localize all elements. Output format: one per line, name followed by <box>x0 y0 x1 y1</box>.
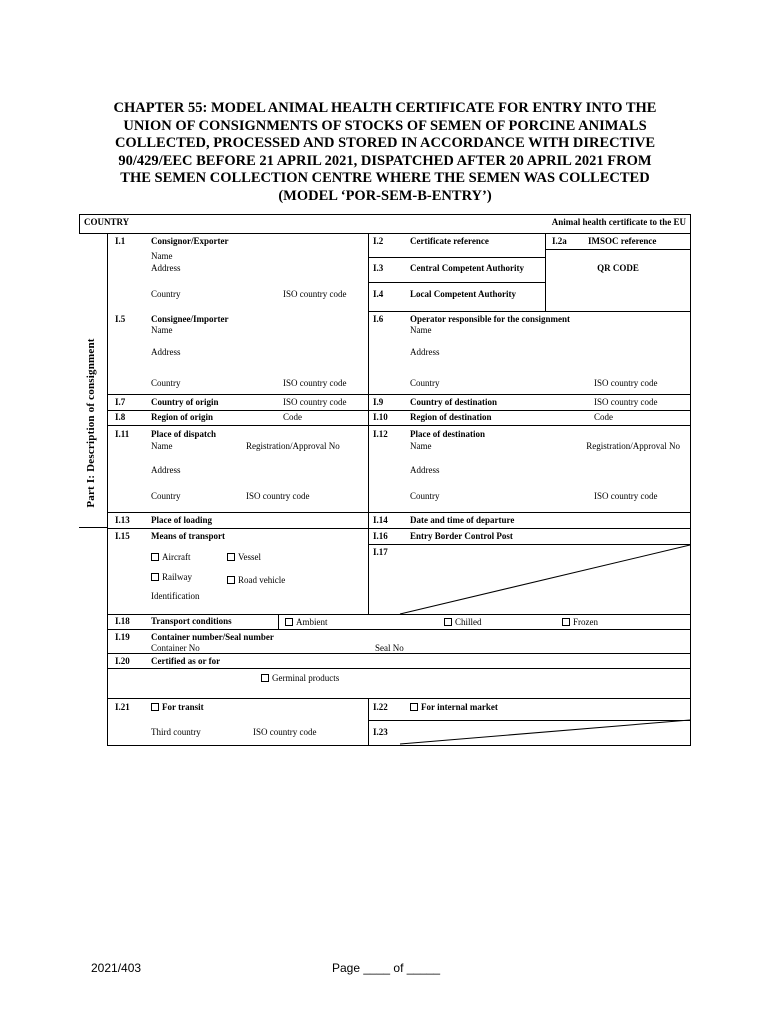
imsoc-reference-field[interactable]: IMSOC reference <box>588 236 657 246</box>
iso-code-label: ISO country code <box>283 289 347 299</box>
checkbox-icon <box>285 618 293 626</box>
field-number: I.21 <box>115 702 130 712</box>
registration-label: Registration/Approval No <box>246 441 340 451</box>
field-number: I.13 <box>115 515 130 525</box>
iso-code-label: ISO country code <box>594 491 658 501</box>
title-line: THE SEMEN COLLECTION CENTRE WHERE THE SEMEN WAS COLLECTED <box>120 170 650 186</box>
document-title <box>60 100 710 205</box>
checkbox-icon <box>151 703 159 711</box>
checkbox-icon <box>227 553 235 561</box>
field-label: Place of dispatch <box>151 429 216 439</box>
field-number: I.18 <box>115 616 130 626</box>
qr-code-placeholder: QR CODE <box>597 263 639 273</box>
field-number: I.23 <box>373 727 388 737</box>
transport-conditions-label: Transport conditions <box>151 616 232 626</box>
field-number: I.2 <box>373 236 384 246</box>
regulation-reference: 2021/403 <box>91 961 142 975</box>
frozen-checkbox[interactable]: Frozen <box>562 617 598 628</box>
vessel-checkbox[interactable]: Vessel <box>227 552 261 563</box>
central-authority-field[interactable]: Central Competent Authority <box>410 263 524 273</box>
field-number: I.5 <box>115 314 126 324</box>
field-number: I.10 <box>373 412 388 422</box>
country-label: Country <box>151 378 181 388</box>
road-vehicle-checkbox[interactable]: Road vehicle <box>227 575 285 586</box>
region-of-destination-field[interactable]: Region of destination <box>410 412 492 422</box>
checkbox-icon <box>562 618 570 626</box>
name-label: Name <box>151 251 173 261</box>
name-label: Name <box>410 441 432 451</box>
country-of-destination-field[interactable]: Country of destination <box>410 397 498 407</box>
checkbox-icon <box>227 576 235 584</box>
country-label: Country <box>151 289 181 299</box>
field-number: I.20 <box>115 656 130 666</box>
iso-code-label: ISO country code <box>253 727 317 737</box>
third-country-label: Third country <box>151 727 201 737</box>
checkbox-icon <box>151 553 159 561</box>
address-label: Address <box>151 465 181 475</box>
field-number: I.19 <box>115 632 130 642</box>
field-number: I.1 <box>115 236 126 246</box>
address-label: Address <box>151 347 181 357</box>
field-number: I.11 <box>115 429 130 439</box>
seal-number-field[interactable]: Seal No <box>375 643 404 653</box>
checkbox-icon <box>444 618 452 626</box>
field-number: I.17 <box>373 547 388 557</box>
field-number: I.3 <box>373 263 384 273</box>
registration-label: Registration/Approval No <box>586 441 680 451</box>
railway-checkbox[interactable]: Railway <box>151 572 192 583</box>
iso-code-label: ISO country code <box>246 491 310 501</box>
iso-code-label: ISO country code <box>594 397 658 407</box>
certified-as-label: Certified as or for <box>151 656 221 666</box>
name-label: Name <box>151 325 173 335</box>
field-number: I.12 <box>373 429 388 439</box>
checkbox-icon <box>261 674 269 682</box>
entry-border-post-field[interactable]: Entry Border Control Post <box>410 531 513 541</box>
iso-code-label: ISO country code <box>283 397 347 407</box>
field-number: I.8 <box>115 412 126 422</box>
title-line: CHAPTER 55: MODEL ANIMAL HEALTH CERTIFICATE FOR ENTRY INTO THE <box>113 100 657 116</box>
code-label: Code <box>594 412 613 422</box>
field-number: I.22 <box>373 702 388 712</box>
field-number: I.2a <box>552 236 567 246</box>
field-label: Place of destination <box>410 429 485 439</box>
field-number: I.14 <box>373 515 388 525</box>
page-number: Page ____ of _____ <box>332 961 441 975</box>
local-authority-field[interactable]: Local Competent Authority <box>410 289 516 299</box>
field-number: I.15 <box>115 531 130 541</box>
part-one-label: Part I: Description of consignment <box>85 338 97 508</box>
name-label: Name <box>410 325 432 335</box>
checkbox-icon <box>410 703 418 711</box>
country-label: Country <box>410 491 440 501</box>
field-number: I.7 <box>115 397 126 407</box>
ambient-checkbox[interactable]: Ambient <box>285 617 328 628</box>
name-label: Name <box>151 441 173 451</box>
address-label: Address <box>151 263 181 273</box>
address-label: Address <box>410 347 440 357</box>
aircraft-checkbox[interactable]: Aircraft <box>151 552 190 563</box>
container-seal-label: Container number/Seal number <box>151 632 274 642</box>
for-internal-market-checkbox[interactable]: For internal market <box>410 702 498 713</box>
iso-code-label: ISO country code <box>283 378 347 388</box>
means-of-transport-label: Means of transport <box>151 531 225 541</box>
country-of-origin-field[interactable]: Country of origin <box>151 397 219 407</box>
field-label: Consignor/Exporter <box>151 236 229 246</box>
field-number: I.16 <box>373 531 388 541</box>
place-of-loading-field[interactable]: Place of loading <box>151 515 212 525</box>
iso-code-label: ISO country code <box>594 378 658 388</box>
country-header: COUNTRY <box>84 217 130 227</box>
code-label: Code <box>283 412 302 422</box>
title-line: COLLECTED, PROCESSED AND STORED IN ACCORDANCE WITH DIRECTIVE <box>114 135 656 151</box>
country-label: Country <box>151 491 181 501</box>
title-line: UNION OF CONSIGNMENTS OF STOCKS OF SEMEN OF PORCINE ANIMALS <box>123 117 647 134</box>
address-label: Address <box>410 465 440 475</box>
field-label: Consignee/Importer <box>151 314 229 324</box>
certificate-type-label: Animal health certificate to the EU <box>551 217 686 227</box>
for-transit-checkbox[interactable]: For transit <box>151 702 204 713</box>
germinal-products-checkbox[interactable]: Germinal products <box>261 673 339 684</box>
field-label: Operator responsible for the consignment <box>410 314 570 324</box>
identification-label: Identification <box>151 591 200 601</box>
country-label: Country <box>410 378 440 388</box>
departure-datetime-field[interactable]: Date and time of departure <box>410 515 515 525</box>
field-number: I.4 <box>373 289 384 299</box>
field-number: I.9 <box>373 397 384 407</box>
chilled-checkbox[interactable]: Chilled <box>444 617 482 628</box>
container-number-field[interactable]: Container No <box>151 643 200 653</box>
certificate-reference-field[interactable]: Certificate reference <box>410 236 489 246</box>
checkbox-icon <box>151 573 159 581</box>
field-number: I.6 <box>373 314 384 324</box>
title-line: (MODEL ‘POR-SEM-B-ENTRY’) <box>278 187 492 204</box>
region-of-origin-field[interactable]: Region of origin <box>151 412 213 422</box>
title-line: 90/429/EEC BEFORE 21 APRIL 2021, DISPATCHED AFTER 20 APRIL 2021 FROM <box>118 152 652 169</box>
